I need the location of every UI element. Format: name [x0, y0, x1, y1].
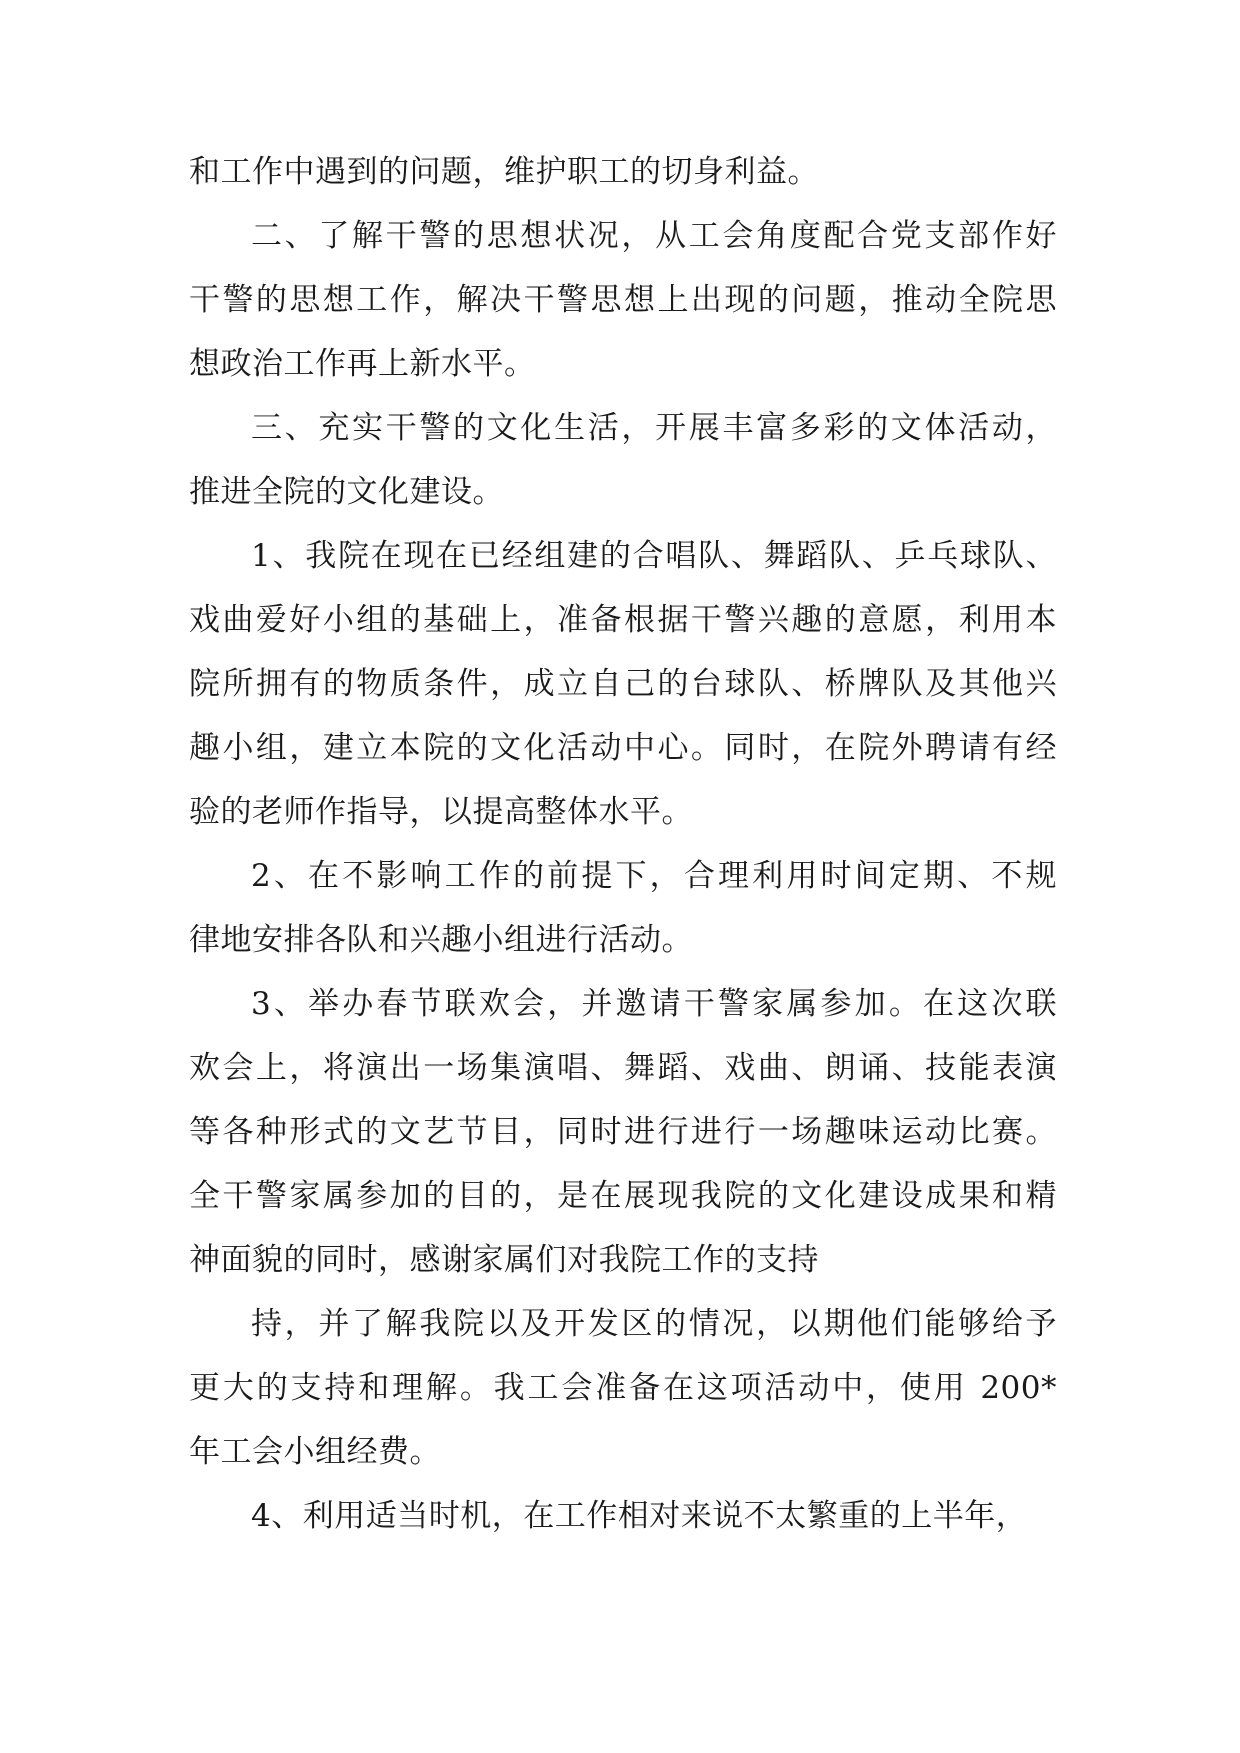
text-line: 等各种形式的文艺节目，同时进行进行一场趣味运动比赛。 [189, 1114, 1057, 1150]
paragraph [189, 1484, 1057, 1548]
text-line: 3、举办春节联欢会，并邀请干警家属参加。在这次联 [251, 986, 1057, 1022]
text-line: 全干警家属参加的目的，是在展现我院的文化建设成果和精 [189, 1178, 1057, 1214]
text-line: 4、利用适当时机，在工作相对来说不太繁重的上半年， [251, 1498, 1028, 1534]
document-page [189, 140, 1057, 1548]
text-line: 神面貌的同时，感谢家属们对我院工作的支持 [189, 1242, 819, 1278]
text-line: 更大的支持和理解。我工会准备在这项活动中，使用 200* [189, 1370, 1057, 1406]
text-line: 欢会上，将演出一场集演唱、舞蹈、戏曲、朗诵、技能表演 [189, 1050, 1057, 1086]
paragraph [189, 844, 1057, 972]
text-line: 二、了解干警的思想状况，从工会角度配合党支部作好 [251, 218, 1057, 254]
text-line: 持，并了解我院以及开发区的情况，以期他们能够给予 [251, 1306, 1057, 1342]
text-line: 律地安排各队和兴趣小组进行活动。 [189, 922, 693, 958]
text-line: 推进全院的文化建设。 [189, 474, 504, 510]
paragraph [189, 396, 1057, 524]
text-line: 想政治工作再上新水平。 [189, 346, 536, 382]
text-line: 验的老师作指导，以提高整体水平。 [189, 794, 693, 830]
text-line: 趣小组，建立本院的文化活动中心。同时，在院外聘请有经 [189, 730, 1057, 766]
text-line: 2、在不影响工作的前提下，合理利用时间定期、不规 [251, 858, 1057, 894]
paragraph [189, 140, 1057, 204]
text-line: 和工作中遇到的问题，维护职工的切身利益。 [189, 154, 819, 190]
text-line: 年工会小组经费。 [189, 1434, 441, 1470]
text-line: 干警的思想工作，解决干警思想上出现的问题，推动全院思 [189, 282, 1057, 318]
paragraph [189, 1292, 1057, 1484]
text-line: 1、我院在现在已经组建的合唱队、舞蹈队、乒乓球队、 [251, 538, 1057, 574]
paragraph [189, 524, 1057, 844]
text-line: 院所拥有的物质条件，成立自己的台球队、桥牌队及其他兴 [189, 666, 1057, 702]
paragraph [189, 972, 1057, 1292]
text-line: 三、充实干警的文化生活，开展丰富多彩的文体活动， [251, 410, 1057, 446]
paragraph [189, 204, 1057, 396]
text-line: 戏曲爱好小组的基础上，准备根据干警兴趣的意愿，利用本 [189, 602, 1057, 638]
